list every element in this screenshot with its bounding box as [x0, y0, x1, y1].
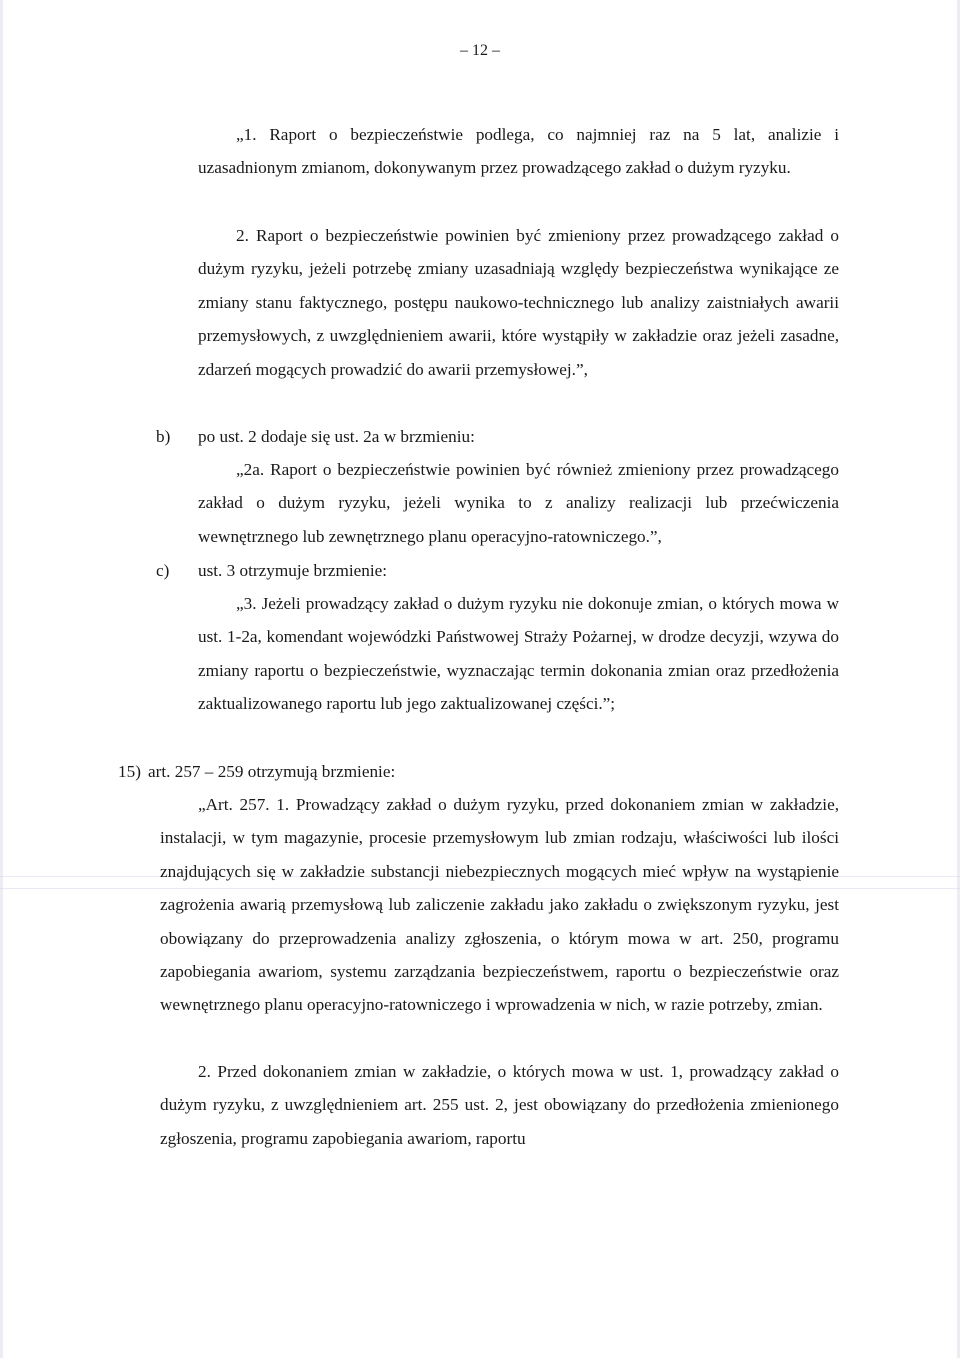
paragraph-2a: „2a. Raport o bezpieczeństwie powinien być również zmieniony przez prowadzącego zakład o dużym ryzyku, jeżeli wynika to z analizy realizacji lub przećwiczenia wewnętrznego lub zewnętrznego planu operacyjno-ratowniczego.”,: [198, 460, 839, 546]
list-marker-15: 15): [118, 762, 141, 781]
paragraph-2: 2. Raport o bezpieczeństwie powinien być zmieniony przez prowadzącego zakład o dużym ryzyku, jeżeli potrzebę zmiany uzasadniają względy bezpieczeństwa wynikające ze zmiany stanu faktycznego, postępu naukowo-technicznego lub analizy zaistniałych awarii przemysłowych, z uwzględnieniem awarii, które wystąpiły w zakładzie oraz jeżeli zasadne, zdarzeń mogących prowadzić do awarii przemysłowej.”,: [198, 226, 839, 379]
list-marker-b: b): [156, 427, 171, 446]
paragraph-3: „3. Jeżeli prowadzący zakład o dużym ryzyku nie dokonuje zmian, o których mowa w ust. 1-2a, komendant wojewódzki Państwowej Straży Pożarnej, w drodze decyzji, wzywa do zmiany raportu o bezpieczeństwie, wyznaczając termin dokonania zmian oraz przedłożenia zaktualizowanego raportu lub jego zaktualizowanej części.”;: [198, 594, 839, 714]
scan-edge-left: [0, 0, 3, 1358]
list-item-c-text: ust. 3 otrzymuje brzmienie:: [198, 561, 388, 580]
article-257-paragraph-2: 2. Przed dokonaniem zmian w zakładzie, o których mowa w ust. 1, prowadzący zakład o dużym ryzyku, z uwzględnieniem art. 255 ust. 2, jest obowiązany do przedłożenia zmienionego zgłoszenia, programu zapobiegania awariom, raportu: [160, 1062, 839, 1148]
paragraph-1: „1. Raport o bezpieczeństwie podlega, co najmniej raz na 5 lat, analizie i uzasadnionym zmianom, dokonywanym przez prowadzącego zakład o dużym ryzyku.: [198, 125, 839, 178]
list-item-b-text: po ust. 2 dodaje się ust. 2a w brzmieniu:: [198, 427, 475, 446]
page-number: – 12 –: [460, 42, 500, 59]
list-marker-c: c): [156, 561, 170, 580]
article-257-paragraph-1: „Art. 257. 1. Prowadzący zakład o dużym ryzyku, przed dokonaniem zmian w zakładzie, instalacji, w tym magazynie, procesie przemysłowym lub zmian rodzaju, właściwości lub ilości znajdujących się w zakładzie substancji niebezpiecznych mogących mieć wpływ na wystąpienie zagrożenia awarią przemysłową lub zaliczenie zakładu jako zakładu o zwiększonym ryzyku, jest obowiązany do przeprowadzenia analizy zgłoszenia, o którym mowa w art. 250, programu zapobiegania awariom, systemu zarządzania bezpieczeństwem, raportu o bezpieczeństwie oraz wewnętrznego planu operacyjno-ratowniczego i wprowadzenia w nich, w razie potrzeby, zmian.: [160, 795, 839, 1015]
list-item-15-text: art. 257 – 259 otrzymują brzmienie:: [148, 762, 396, 781]
